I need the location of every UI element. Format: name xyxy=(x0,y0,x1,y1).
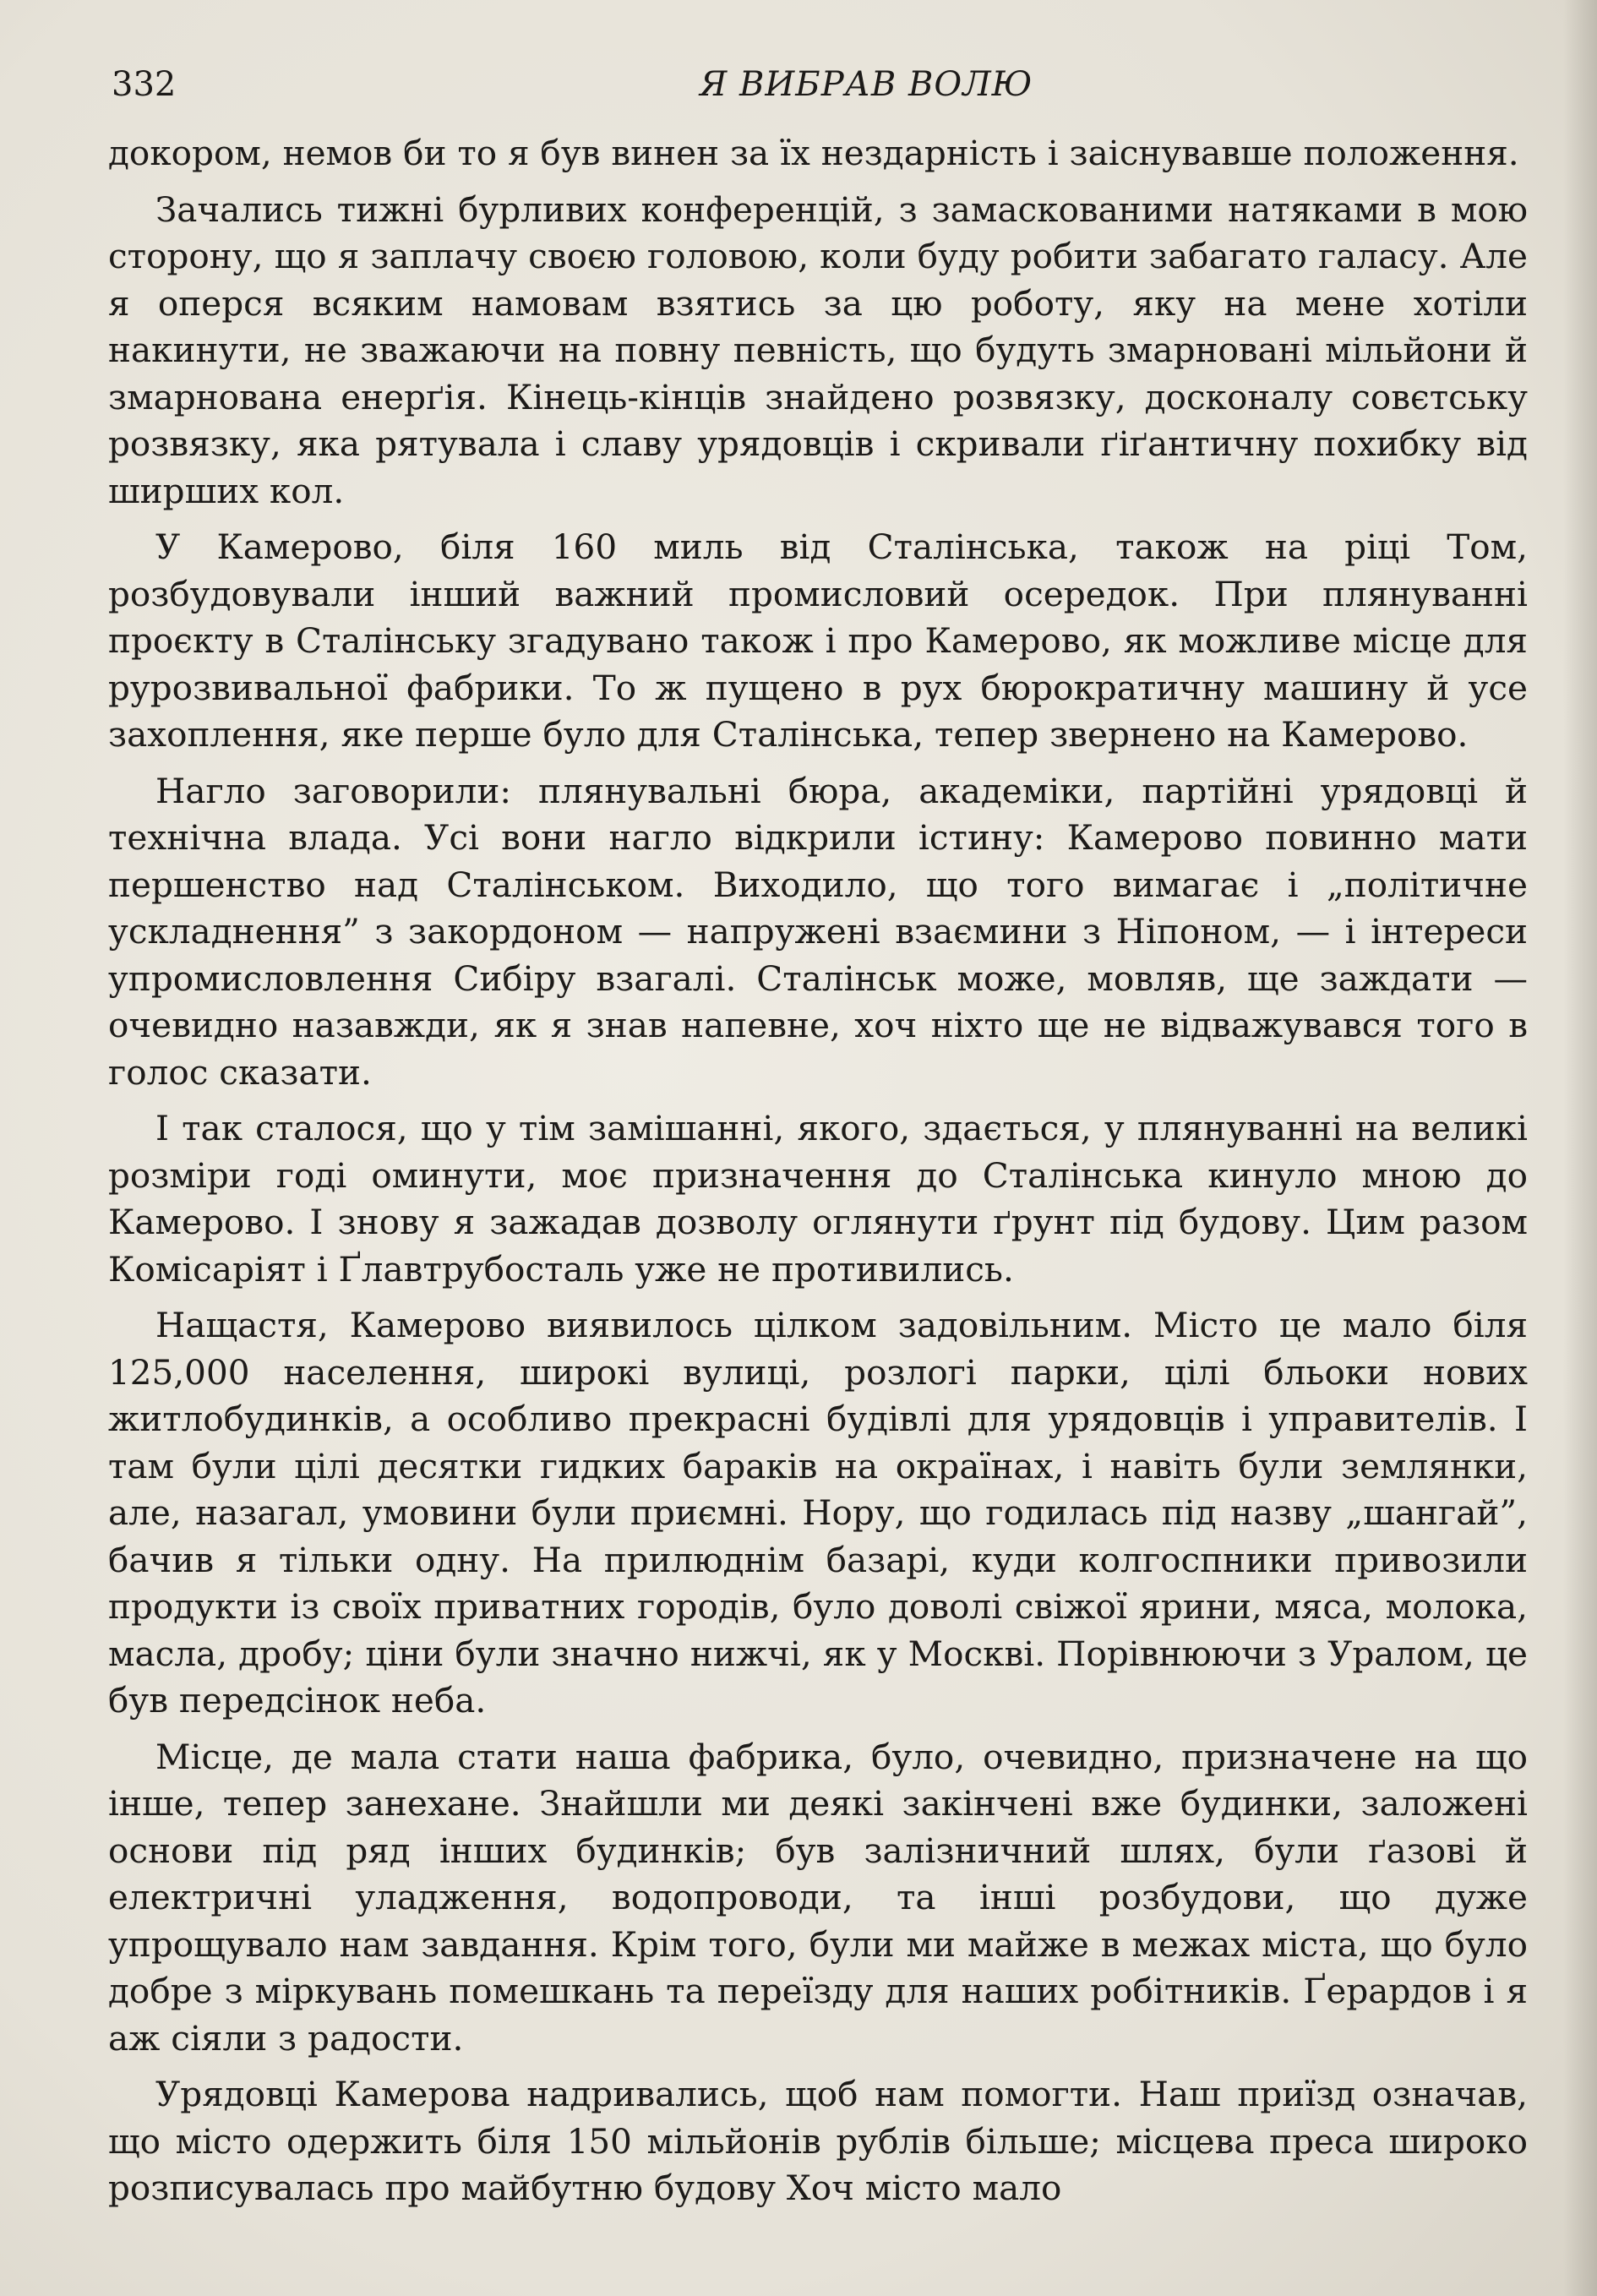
paragraph: У Камерово, біля 160 миль від Сталінська, також на ріці Том, розбудовували інший важний промисловий осередок. При плянуванні проєкту в Сталінську згадувано також і про Камерово, як можливе місце для рурозвивальної фабрики. То ж пущено в рух бюрократичну машину й усе захоплення, яке перше було для Сталінська, тепер звернено на Камерово. xyxy=(108,526,1528,755)
body-text xyxy=(108,130,1528,2212)
paragraph: І так сталося, що у тім замішанні, якого, здається, у плянуванні на великі розміри годі оминути, моє призначення до Сталінська кинуло мною до Камерово. І знову я зажадав дозволу оглянути ґрунт під будову. Цим разом Комісаріят і Ґлавтрубосталь уже не противились. xyxy=(108,1108,1528,1290)
page-number: 332 xyxy=(112,65,177,104)
paragraph: Місце, де мала стати наша фабрика, було, очевидно, призначене на що інше, тепер занехане. Знайшли ми деякі закінчені вже будинки, заложені основи під ряд інших будинків; був залізничний шлях, були ґазові й електричні уладження, водопроводи, та інші розбудови, що дуже упрощувало нам завдання. Крім того, були ми майже в межах міста, що було добре з міркувань помешкань та переїзду для наших робітників. Ґерардов і я аж сіяли з радости. xyxy=(108,1736,1528,2059)
page-header xyxy=(108,61,1529,120)
paragraph: Нагло заговорили: плянувальні бюра, академіки, партійні урядовці й технічна влада. Усі вони нагло відкрили істину: Камерово повинно мати першенство над Сталінськом. Виходило, що того вимагає і „політичне ускладнення” з закордоном — напружені взаємини з Ніпоном, — і інтереси упромисловлення Сибіру взагалі. Сталінськ може, мовляв, ще заждати — очевидно назавжди, як я знав напевне, хоч ніхто ще не відважувався того в голос сказати. xyxy=(108,770,1528,1093)
paragraph: Зачались тижні бурливих конференцій, з замаскованими натяками в мою сторону, що я заплачу своєю головою, коли буду робити забагато галасу. Але я оперся всяким намовам взятись за цю роботу, яку на мене хотіли накинути, не зважаючи на повну певність, що будуть змарновані мільйони й змарнована енерґія. Кінець-кінців знайдено розвязку, досконалу совєтську розвязку, яка рятувала і славу урядовців і скривали ґіґантичну похибку від ширших кол. xyxy=(108,188,1528,511)
page-edge-shadow xyxy=(1563,0,1597,2296)
paragraph: докором, немов би то я був винен за їх нездарність і заіснувавше положення. xyxy=(108,133,1519,173)
running-head: Я ВИБРАВ ВОЛЮ xyxy=(700,65,1033,104)
paragraph: Урядовці Камерова надривались, щоб нам помогти. Наш приїзд означав, що місто одержить біля 150 мільйонів рублів більше; місцева преса широко розписувалась про майбутню будову Хоч місто мало xyxy=(108,2074,1528,2208)
paragraph: Нащастя, Камерово виявилось цілком задовільним. Місто це мало біля 125,000 населення, широкі вулиці, розлогі парки, цілі бльоки нових житлобудинків, а особливо прекрасні будівлі для урядовців і управителів. І там були цілі десятки гидких бараків на окраїнах, і навіть були землянки, але, назагал, умовини були приємні. Нору, що годилась під назву „шангай”, бачив я тільки одну. На прилюднім базарі, куди колгоспники привозили продукти із своїх приватних городів, було доволі свіжої ярини, мяса, молока, масла, дробу; ціни були значно нижчі, як у Москві. Порівнюючи з Уралом, це був передсінок неба. xyxy=(108,1305,1528,1721)
